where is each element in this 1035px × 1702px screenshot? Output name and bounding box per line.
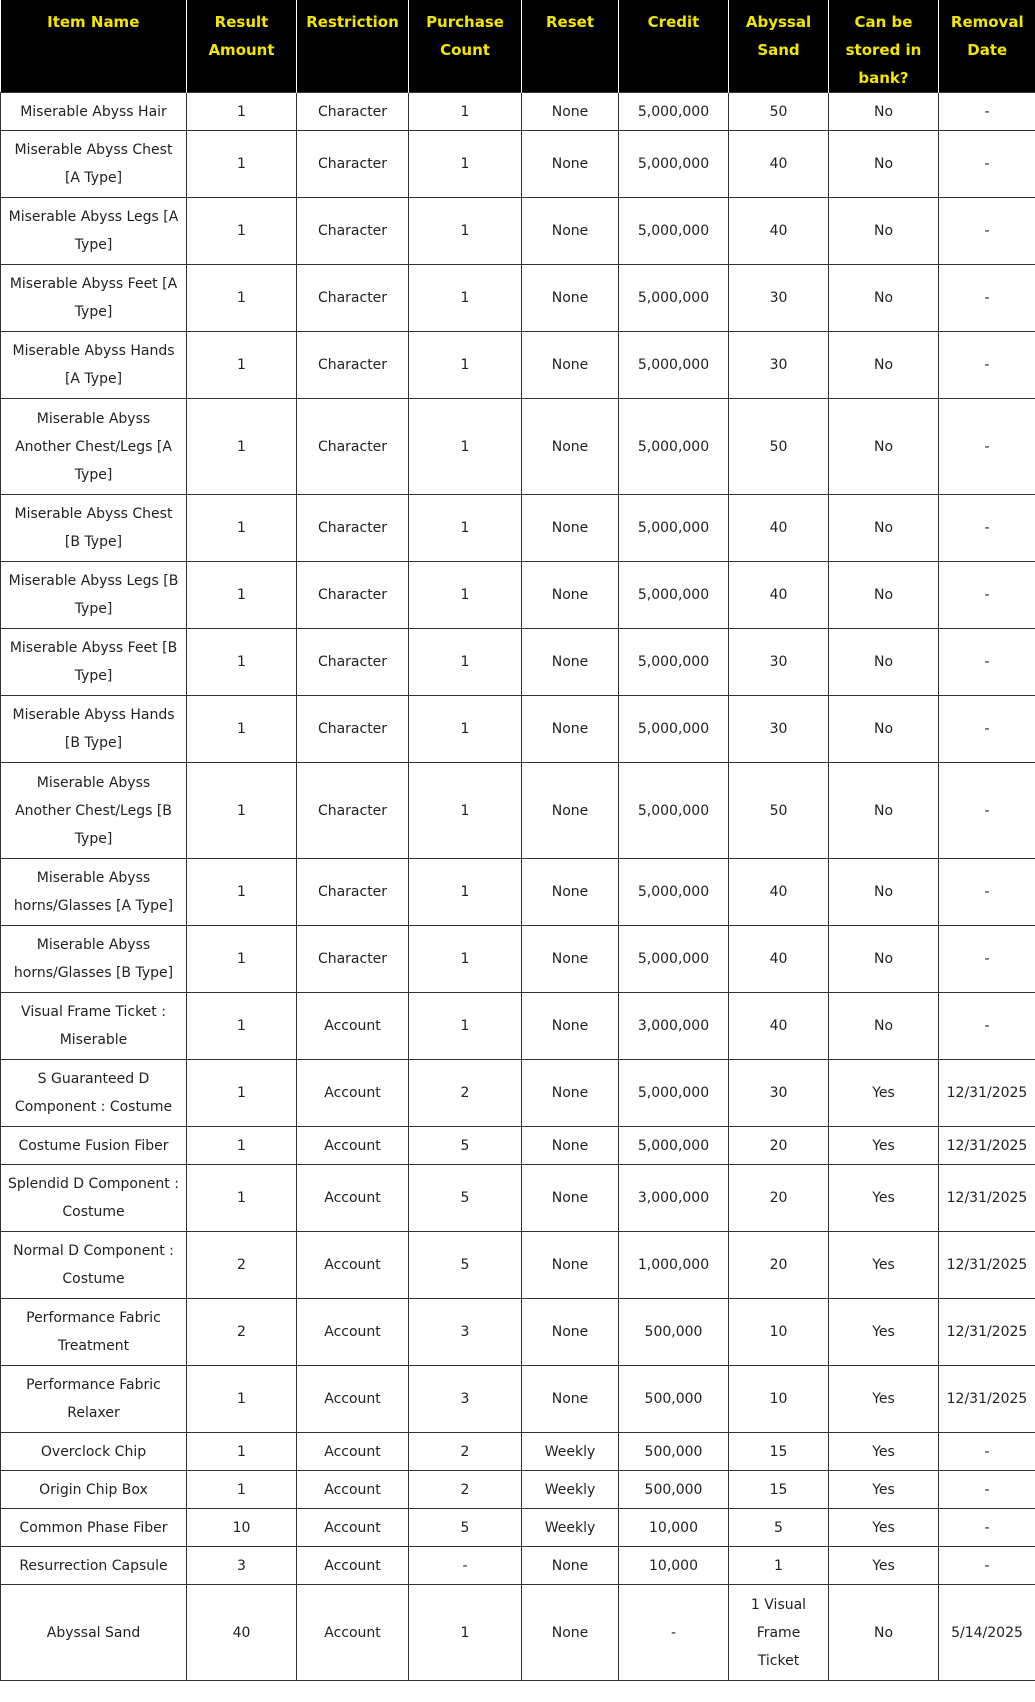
item-name-cell: Miserable Abyss Hands [A Type] [1,332,187,399]
restriction-cell: Account [297,1585,409,1681]
credit-cell: 3,000,000 [619,1165,729,1232]
item-name-cell: Miserable Abyss horns/Glasses [A Type] [1,859,187,926]
table-row [1,1060,1035,1127]
credit-cell: 5,000,000 [619,495,729,562]
result-amount-cell: 1 [187,399,297,495]
restriction-cell: Character [297,265,409,332]
abyssal-sand-cell: 40 [729,495,829,562]
abyssal-sand-cell: 5 [729,1509,829,1547]
item-name-cell: Visual Frame Ticket : Miserable [1,993,187,1060]
purchase-count-cell: 1 [409,763,522,859]
removal-date-cell: - [939,763,1035,859]
abyssal-sand-cell: 20 [729,1232,829,1299]
credit-cell: 500,000 [619,1471,729,1509]
table-row [1,1127,1035,1165]
result-amount-cell: 2 [187,1299,297,1366]
purchase-count-cell: 1 [409,198,522,265]
removal-date-cell: - [939,1471,1035,1509]
bank-storage-cell: Yes [829,1299,939,1366]
credit-cell: 5,000,000 [619,629,729,696]
removal-date-cell: - [939,198,1035,265]
credit-cell: 5,000,000 [619,763,729,859]
credit-cell: 5,000,000 [619,1127,729,1165]
bank-storage-cell: No [829,696,939,763]
credit-cell: 5,000,000 [619,265,729,332]
restriction-cell: Account [297,1232,409,1299]
reset-cell: None [522,629,619,696]
abyssal-sand-cell: 30 [729,265,829,332]
removal-date-cell: - [939,629,1035,696]
header-abyssal-sand: Abyssal Sand [729,0,829,93]
reset-cell: None [522,1232,619,1299]
bank-storage-cell: Yes [829,1366,939,1433]
bank-storage-cell: No [829,859,939,926]
credit-cell: 1,000,000 [619,1232,729,1299]
credit-cell: 5,000,000 [619,131,729,198]
restriction-cell: Account [297,1433,409,1471]
item-name-cell: Miserable Abyss Hands [B Type] [1,696,187,763]
table-row [1,1471,1035,1509]
purchase-count-cell: 3 [409,1299,522,1366]
purchase-count-cell: 1 [409,859,522,926]
abyssal-sand-cell: 15 [729,1471,829,1509]
restriction-cell: Character [297,332,409,399]
credit-cell: 10,000 [619,1509,729,1547]
table-row [1,859,1035,926]
removal-date-cell: - [939,993,1035,1060]
result-amount-cell: 1 [187,1366,297,1433]
credit-cell: 5,000,000 [619,399,729,495]
item-name-cell: Origin Chip Box [1,1471,187,1509]
credit-cell: 10,000 [619,1547,729,1585]
reset-cell: None [522,1585,619,1681]
restriction-cell: Character [297,131,409,198]
purchase-count-cell: 1 [409,332,522,399]
restriction-cell: Account [297,1299,409,1366]
reset-cell: None [522,1060,619,1127]
restriction-cell: Character [297,696,409,763]
abyssal-sand-cell: 30 [729,1060,829,1127]
result-amount-cell: 3 [187,1547,297,1585]
reset-cell: None [522,1165,619,1232]
restriction-cell: Character [297,495,409,562]
restriction-cell: Character [297,399,409,495]
removal-date-cell: - [939,93,1035,131]
result-amount-cell: 1 [187,859,297,926]
item-name-cell: Performance Fabric Treatment [1,1299,187,1366]
removal-date-cell: - [939,1433,1035,1471]
restriction-cell: Account [297,1547,409,1585]
restriction-cell: Character [297,198,409,265]
purchase-count-cell: 5 [409,1127,522,1165]
item-name-cell: Miserable Abyss horns/Glasses [B Type] [1,926,187,993]
credit-cell: 5,000,000 [619,198,729,265]
purchase-count-cell: 1 [409,93,522,131]
purchase-count-cell: 5 [409,1165,522,1232]
table-row [1,399,1035,495]
result-amount-cell: 1 [187,1127,297,1165]
removal-date-cell: - [939,1509,1035,1547]
table-row [1,265,1035,332]
item-name-cell: Miserable Abyss Chest [A Type] [1,131,187,198]
abyssal-sand-cell: 1 Visual Frame Ticket [729,1585,829,1681]
item-name-cell: Abyssal Sand [1,1585,187,1681]
table-row [1,1585,1035,1681]
removal-date-cell: 12/31/2025 [939,1232,1035,1299]
item-name-cell: Normal D Component : Costume [1,1232,187,1299]
reset-cell: None [522,1547,619,1585]
abyssal-sand-cell: 30 [729,332,829,399]
bank-storage-cell: No [829,926,939,993]
table-body [1,93,1035,1681]
result-amount-cell: 1 [187,1471,297,1509]
removal-date-cell: - [939,131,1035,198]
table-row [1,1433,1035,1471]
reset-cell: None [522,332,619,399]
purchase-count-cell: 1 [409,131,522,198]
removal-date-cell: - [939,859,1035,926]
table-row [1,993,1035,1060]
table-row [1,562,1035,629]
purchase-count-cell: 1 [409,1585,522,1681]
bank-storage-cell: No [829,495,939,562]
credit-cell: 5,000,000 [619,926,729,993]
result-amount-cell: 1 [187,1433,297,1471]
reset-cell: None [522,265,619,332]
result-amount-cell: 1 [187,131,297,198]
result-amount-cell: 1 [187,1060,297,1127]
item-name-cell: Miserable Abyss Legs [A Type] [1,198,187,265]
removal-date-cell: 12/31/2025 [939,1060,1035,1127]
header-reset: Reset [522,0,619,93]
table-row [1,1232,1035,1299]
reset-cell: Weekly [522,1509,619,1547]
table-row [1,93,1035,131]
table-row [1,1165,1035,1232]
purchase-count-cell: 1 [409,993,522,1060]
bank-storage-cell: No [829,562,939,629]
removal-date-cell: 12/31/2025 [939,1165,1035,1232]
restriction-cell: Account [297,1471,409,1509]
header-item-name: Item Name [1,0,187,93]
result-amount-cell: 40 [187,1585,297,1681]
header-restriction: Restriction [297,0,409,93]
item-name-cell: Miserable Abyss Chest [B Type] [1,495,187,562]
abyssal-sand-cell: 20 [729,1165,829,1232]
item-name-cell: Resurrection Capsule [1,1547,187,1585]
table-row [1,332,1035,399]
item-name-cell: Miserable Abyss Feet [A Type] [1,265,187,332]
table-row [1,1547,1035,1585]
credit-cell: 5,000,000 [619,93,729,131]
reset-cell: None [522,1127,619,1165]
abyssal-sand-cell: 50 [729,763,829,859]
restriction-cell: Account [297,1509,409,1547]
table-row [1,131,1035,198]
bank-storage-cell: No [829,629,939,696]
table-row [1,1509,1035,1547]
bank-storage-cell: Yes [829,1509,939,1547]
result-amount-cell: 1 [187,1165,297,1232]
restriction-cell: Account [297,1060,409,1127]
purchase-count-cell: 2 [409,1060,522,1127]
credit-cell: 5,000,000 [619,332,729,399]
restriction-cell: Account [297,1165,409,1232]
result-amount-cell: 2 [187,1232,297,1299]
abyssal-sand-cell: 10 [729,1366,829,1433]
bank-storage-cell: Yes [829,1060,939,1127]
reset-cell: None [522,859,619,926]
bank-storage-cell: Yes [829,1165,939,1232]
bank-storage-cell: No [829,399,939,495]
result-amount-cell: 1 [187,696,297,763]
table-header-row [1,0,1035,93]
removal-date-cell: - [939,332,1035,399]
reset-cell: None [522,926,619,993]
table-row [1,926,1035,993]
item-name-cell: Costume Fusion Fiber [1,1127,187,1165]
purchase-count-cell: 1 [409,926,522,993]
abyssal-sand-cell: 20 [729,1127,829,1165]
bank-storage-cell: No [829,332,939,399]
abyssal-sand-cell: 40 [729,859,829,926]
removal-date-cell: - [939,399,1035,495]
purchase-count-cell: - [409,1547,522,1585]
credit-cell: 5,000,000 [619,859,729,926]
item-name-cell: Miserable Abyss Hair [1,93,187,131]
bank-storage-cell: No [829,131,939,198]
reset-cell: None [522,399,619,495]
removal-date-cell: - [939,265,1035,332]
restriction-cell: Character [297,93,409,131]
bank-storage-cell: No [829,93,939,131]
bank-storage-cell: Yes [829,1471,939,1509]
reset-cell: None [522,131,619,198]
restriction-cell: Character [297,926,409,993]
restriction-cell: Character [297,629,409,696]
purchase-count-cell: 2 [409,1471,522,1509]
abyssal-sand-cell: 40 [729,198,829,265]
purchase-count-cell: 3 [409,1366,522,1433]
abyssal-sand-cell: 50 [729,93,829,131]
abyssal-sand-cell: 30 [729,696,829,763]
credit-cell: 500,000 [619,1433,729,1471]
table-row [1,629,1035,696]
credit-cell: 500,000 [619,1366,729,1433]
reset-cell: None [522,1299,619,1366]
credit-cell: 5,000,000 [619,696,729,763]
table-row [1,495,1035,562]
item-name-cell: Miserable Abyss Legs [B Type] [1,562,187,629]
item-name-cell: Miserable Abyss Another Chest/Legs [A Type] [1,399,187,495]
result-amount-cell: 1 [187,198,297,265]
bank-storage-cell: No [829,1585,939,1681]
purchase-count-cell: 1 [409,629,522,696]
purchase-count-cell: 1 [409,265,522,332]
result-amount-cell: 1 [187,93,297,131]
result-amount-cell: 1 [187,926,297,993]
restriction-cell: Character [297,763,409,859]
credit-cell: - [619,1585,729,1681]
restriction-cell: Character [297,562,409,629]
purchase-count-cell: 2 [409,1433,522,1471]
credit-cell: 5,000,000 [619,1060,729,1127]
item-name-cell: Common Phase Fiber [1,1509,187,1547]
bank-storage-cell: Yes [829,1127,939,1165]
restriction-cell: Account [297,993,409,1060]
abyssal-sand-cell: 30 [729,629,829,696]
reset-cell: None [522,495,619,562]
header-credit: Credit [619,0,729,93]
bank-storage-cell: No [829,198,939,265]
removal-date-cell: 5/14/2025 [939,1585,1035,1681]
removal-date-cell: 12/31/2025 [939,1299,1035,1366]
reset-cell: None [522,993,619,1060]
bank-storage-cell: Yes [829,1433,939,1471]
header-result-amount: Result Amount [187,0,297,93]
header-purchase-count: Purchase Count [409,0,522,93]
abyssal-sand-cell: 50 [729,399,829,495]
purchase-count-cell: 1 [409,696,522,763]
restriction-cell: Account [297,1366,409,1433]
item-name-cell: Miserable Abyss Feet [B Type] [1,629,187,696]
table-row [1,1299,1035,1366]
table-row [1,696,1035,763]
restriction-cell: Character [297,859,409,926]
table-row [1,763,1035,859]
reset-cell: None [522,696,619,763]
credit-cell: 500,000 [619,1299,729,1366]
result-amount-cell: 1 [187,763,297,859]
reset-cell: None [522,763,619,859]
removal-date-cell: 12/31/2025 [939,1366,1035,1433]
abyssal-sand-cell: 40 [729,993,829,1060]
removal-date-cell: - [939,495,1035,562]
bank-storage-cell: No [829,265,939,332]
result-amount-cell: 1 [187,993,297,1060]
reset-cell: None [522,93,619,131]
purchase-count-cell: 1 [409,562,522,629]
bank-storage-cell: Yes [829,1232,939,1299]
item-name-cell: Miserable Abyss Another Chest/Legs [B Type] [1,763,187,859]
restriction-cell: Account [297,1127,409,1165]
purchase-count-cell: 1 [409,399,522,495]
result-amount-cell: 1 [187,265,297,332]
credit-cell: 3,000,000 [619,993,729,1060]
result-amount-cell: 10 [187,1509,297,1547]
result-amount-cell: 1 [187,332,297,399]
abyssal-sand-cell: 40 [729,926,829,993]
item-name-cell: Overclock Chip [1,1433,187,1471]
result-amount-cell: 1 [187,495,297,562]
item-name-cell: S Guaranteed D Component : Costume [1,1060,187,1127]
header-bank-storage: Can be stored in bank? [829,0,939,93]
bank-storage-cell: No [829,763,939,859]
removal-date-cell: - [939,1547,1035,1585]
removal-date-cell: - [939,926,1035,993]
purchase-count-cell: 1 [409,495,522,562]
abyssal-sand-cell: 40 [729,131,829,198]
removal-date-cell: - [939,696,1035,763]
reset-cell: Weekly [522,1471,619,1509]
reset-cell: None [522,1366,619,1433]
reset-cell: None [522,198,619,265]
abyssal-sand-cell: 10 [729,1299,829,1366]
result-amount-cell: 1 [187,562,297,629]
table-row [1,198,1035,265]
credit-cell: 5,000,000 [619,562,729,629]
abyssal-sand-cell: 1 [729,1547,829,1585]
header-removal-date: Removal Date [939,0,1035,93]
reset-cell: None [522,562,619,629]
abyssal-sand-cell: 15 [729,1433,829,1471]
table-row [1,1366,1035,1433]
result-amount-cell: 1 [187,629,297,696]
removal-date-cell: 12/31/2025 [939,1127,1035,1165]
bank-storage-cell: Yes [829,1547,939,1585]
item-name-cell: Performance Fabric Relaxer [1,1366,187,1433]
bank-storage-cell: No [829,993,939,1060]
purchase-count-cell: 5 [409,1232,522,1299]
removal-date-cell: - [939,562,1035,629]
reset-cell: Weekly [522,1433,619,1471]
purchase-count-cell: 5 [409,1509,522,1547]
item-name-cell: Splendid D Component : Costume [1,1165,187,1232]
abyssal-sand-cell: 40 [729,562,829,629]
